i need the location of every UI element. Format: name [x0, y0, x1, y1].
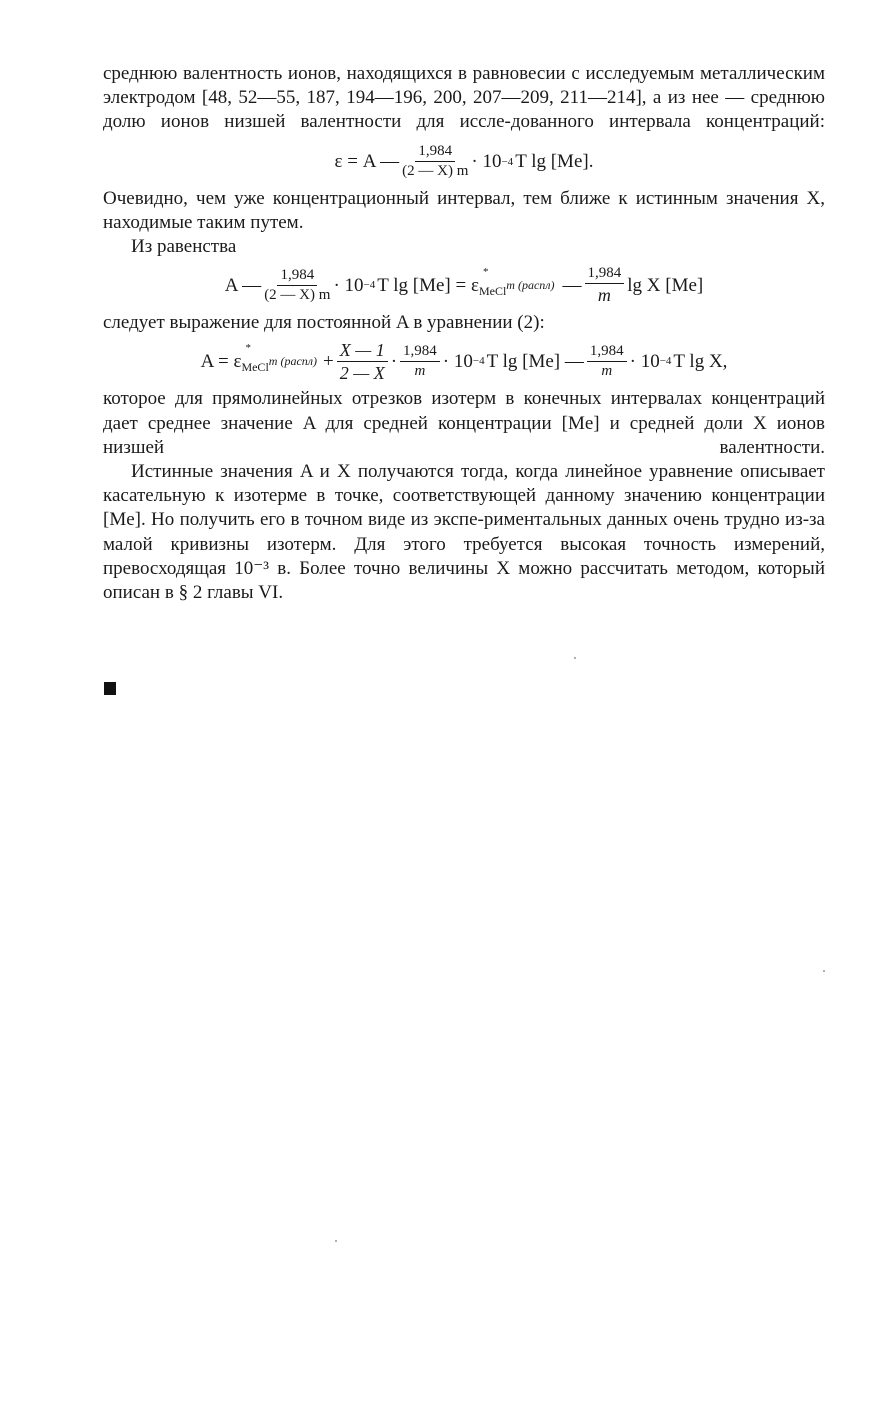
scan-speck [823, 970, 825, 972]
page-body [103, 62, 825, 605]
formula-constant-a: A = ε * $_{MeCl}$ m (распл) + $\frac{X — 1}{2 — X}$ · $\frac{1,984}{m}$ · 10 −4 T lg [Me] — $\frac{1,984}{m}$ · 10 −4 T lg X, [200, 339, 728, 383]
paragraph-4: следует выражение для постоянной A в уравнении (2): [103, 312, 545, 334]
scan-speck [335, 1240, 337, 1242]
paragraph-3: Из равенства [131, 236, 237, 258]
formula-epsilon: ε = A — $\frac{1,984}{(2 — X) m}$ · 10 −4 T lg [Me]. [334, 143, 594, 180]
paragraph-6: Истинные значения A и X получаются тогда, когда линейное уравнение описывает касательную к изотерме в точке, соответствующей данному значению концентрации [Me]. Но получить его в точном виде из экспе-риментальных данных очень трудно из-за малой кривизны изотерм. Для этого требуется высокая точность измерений, превосходящая 10⁻³ в. Более точно величины X можно рассчитать методом, который описан в § 2 главы VI. [103, 461, 825, 604]
scan-speck [574, 657, 576, 659]
paragraph-5: которое для прямолинейных отрезков изотерм в конечных интервалах концентраций дает среднее значение A для средней концентрации [Me] и средней доли X ионов низшей валентности. [103, 388, 825, 458]
paragraph-2: Очевидно, чем уже концентрационный интервал, тем ближе к истинным значения X, находимые таким путем. [103, 187, 825, 233]
paragraph-1: среднюю валентность ионов, находящихся в равновесии с исследуемым металлическим электродом [48, 52—55, 187, 194—196, 200, 207—209, 211—214], а из нее — среднюю долю ионов низшей валентности для иссле-дованного интервала концентраций: [103, 63, 825, 133]
formula-equality: A — $\frac{1,984}{(2 — X) m}$ · 10 −4 T lg [Me] = ε * $_{MeCl}$ m (распл) — $\frac{1,984}{m}$ lg X [Me] [224, 265, 704, 306]
end-of-section-square-icon [104, 682, 116, 695]
